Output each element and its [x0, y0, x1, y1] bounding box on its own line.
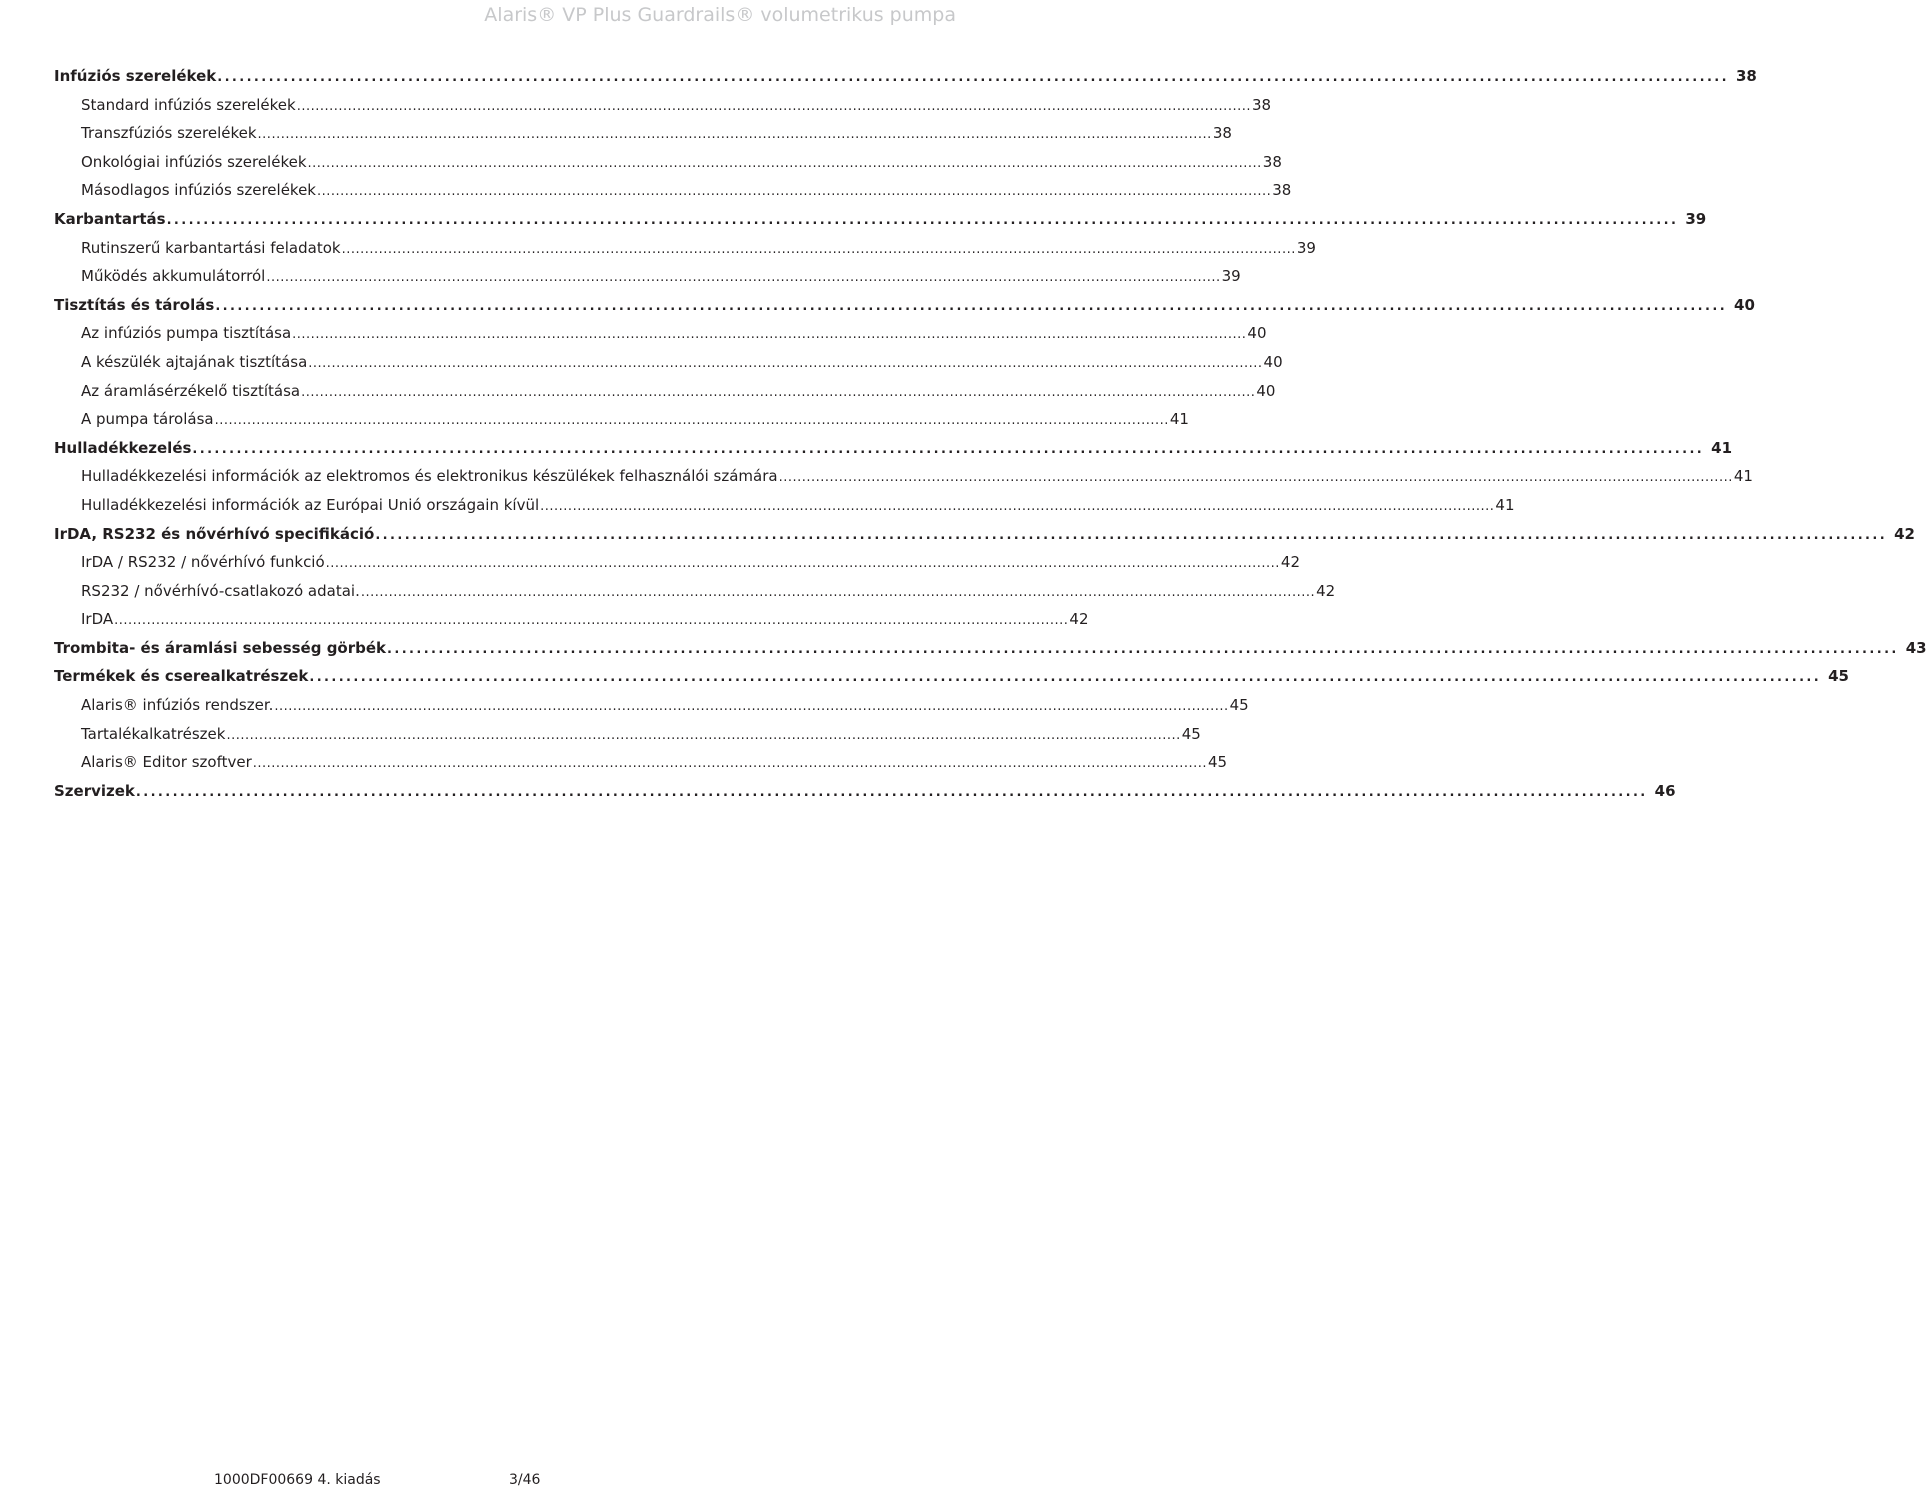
toc-entry-title: Hulladékkezelés	[54, 438, 192, 457]
page-number: 3/46	[509, 1472, 541, 1488]
toc-entry-page: 42	[1280, 553, 1301, 572]
toc-subentry[interactable]	[54, 176, 1292, 205]
toc-entry-page: 40	[1263, 352, 1283, 371]
dot-leader: ..............................................................................................................................................................................................................	[266, 270, 1221, 286]
toc-subentry[interactable]	[54, 605, 1089, 634]
dot-leader: ..............................................................................................................................................................................................................	[135, 784, 1648, 800]
toc-subentry[interactable]	[54, 577, 1336, 606]
toc-entry[interactable]	[54, 434, 1733, 463]
toc-entry-title: Karbantartás	[54, 209, 166, 228]
toc-entry-page: 45	[1208, 753, 1228, 772]
toc-subentry[interactable]	[54, 262, 1241, 291]
toc-entry-page: 45	[1828, 667, 1849, 686]
dot-leader: ..............................................................................................................................................................................................................	[214, 413, 1169, 429]
toc-subentry[interactable]	[54, 748, 1228, 777]
toc-entry-page: 39	[1221, 267, 1241, 286]
dot-leader: ..............................................................................................................................................................................................................	[114, 613, 1069, 629]
toc-entry-title: Hulladékkezelési információk az Európai Unió országain kívül	[81, 495, 540, 514]
toc-entry-title: IrDA / RS232 / nővérhívó funkció	[81, 553, 325, 572]
toc-subentry[interactable]	[54, 462, 1753, 491]
toc-entry-page: 45	[1181, 724, 1201, 743]
dot-leader: ..............................................................................................................................................................................................................	[292, 327, 1247, 343]
toc-entry[interactable]	[54, 520, 1915, 549]
dot-leader: ..............................................................................................................................................................................................................	[296, 98, 1251, 114]
toc-subentry[interactable]	[54, 491, 1515, 520]
document-code: 1000DF00669 4. kiadás	[214, 1472, 381, 1488]
dot-leader: ..............................................................................................................................................................................................................	[309, 670, 1822, 686]
toc-entry[interactable]	[54, 777, 1676, 806]
toc-entry-title: Az áramlásérzékelő tisztítása	[81, 381, 301, 400]
dot-leader: ..............................................................................................................................................................................................................	[387, 641, 1899, 657]
dot-leader: ..............................................................................................................................................................................................................	[274, 699, 1229, 715]
toc-entry-page: 38	[1272, 181, 1292, 200]
toc-subentry[interactable]	[54, 405, 1189, 434]
dot-leader: ..............................................................................................................................................................................................................	[192, 441, 1705, 457]
toc-entry-title: Termékek és cserealkatrészek	[54, 667, 309, 686]
toc-entry-page: 38	[1212, 124, 1232, 143]
toc-entry-page: 38	[1735, 67, 1757, 85]
toc-entry-page: 43	[1905, 638, 1927, 657]
toc-entry-page: 41	[1733, 467, 1753, 486]
toc-entry-page: 42	[1316, 581, 1336, 600]
toc-subentry[interactable]	[54, 377, 1276, 406]
toc-entry[interactable]	[54, 634, 1927, 663]
toc-entry-title: Rutinszerű karbantartási feladatok	[81, 238, 341, 257]
toc-entry-title: Standard infúziós szerelékek	[81, 95, 296, 114]
toc-entry-page: 46	[1654, 781, 1676, 800]
toc-entry-title: Másodlagos infúziós szerelékek	[81, 181, 316, 200]
dot-leader: ..............................................................................................................................................................................................................	[317, 184, 1272, 200]
toc-entry[interactable]	[54, 205, 1707, 234]
dot-leader: ..............................................................................................................................................................................................................	[307, 155, 1262, 171]
toc-entry-page: 40	[1734, 295, 1755, 314]
dot-leader: ..............................................................................................................................................................................................................	[217, 70, 1729, 85]
toc-entry-title: Alaris® Editor szoftver	[81, 753, 252, 772]
dot-leader: ..............................................................................................................................................................................................................	[166, 212, 1679, 228]
toc-entry-title: Tisztítás és tárolás	[54, 295, 215, 314]
toc-entry-title: Működés akkumulátorról	[81, 267, 266, 286]
toc-subentry[interactable]	[54, 348, 1283, 377]
toc-entry[interactable]	[54, 62, 1757, 91]
dot-leader: ..............................................................................................................................................................................................................	[341, 241, 1296, 257]
toc-entry-page: 41	[1711, 438, 1733, 457]
toc-entry-title: Trombita- és áramlási sebesség görbék	[54, 638, 387, 657]
toc-entry-title: A pumpa tárolása	[81, 410, 214, 429]
toc-entry[interactable]	[54, 291, 1755, 320]
dot-leader: ..............................................................................................................................................................................................................	[215, 298, 1728, 314]
dot-leader: ..............................................................................................................................................................................................................	[252, 756, 1208, 772]
toc-entry-title: Tartalékalkatrészek	[81, 724, 226, 743]
toc-entry-title: IrDA, RS232 és nővérhívó specifikáció	[54, 524, 375, 543]
toc-entry-title: Infúziós szerelékek	[54, 67, 217, 85]
toc-entry-title: A készülék ajtajának tisztítása	[81, 352, 308, 371]
toc-entry-page: 42	[1894, 524, 1915, 543]
toc-entry-page: 41	[1169, 410, 1189, 429]
toc-entry[interactable]	[54, 662, 1849, 691]
dot-leader: ..............................................................................................................................................................................................................	[325, 556, 1280, 572]
toc-entry-page: 39	[1685, 209, 1707, 228]
toc-entry-page: 40	[1256, 381, 1276, 400]
toc-entry-page: 39	[1296, 238, 1316, 257]
toc-entry-title: RS232 / nővérhívó-csatlakozó adatai.	[81, 581, 360, 600]
toc-subentry[interactable]	[54, 234, 1316, 263]
toc-subentry[interactable]	[54, 720, 1201, 749]
toc-subentry[interactable]	[54, 691, 1249, 720]
document-header-title: Alaris® VP Plus Guardrails® volumetrikus pumpa	[484, 4, 956, 26]
dot-leader: ..............................................................................................................................................................................................................	[360, 584, 1316, 600]
toc-entry-page: 41	[1495, 495, 1515, 514]
toc-entry-title: Az infúziós pumpa tisztítása	[81, 324, 292, 343]
toc-entry-page: 38	[1262, 152, 1282, 171]
dot-leader: ..............................................................................................................................................................................................................	[375, 527, 1888, 543]
toc-entry-title: Onkológiai infúziós szerelékek	[81, 152, 307, 171]
toc-subentry[interactable]	[54, 319, 1267, 348]
toc-subentry[interactable]	[54, 548, 1301, 577]
toc-entry-page: 38	[1251, 95, 1272, 114]
toc-subentry[interactable]	[54, 91, 1272, 120]
toc-entry-title: Hulladékkezelési információk az elektromos és elektronikus készülékek felhasználói számára	[81, 467, 778, 486]
toc-entry-title: Szervizek	[54, 781, 135, 800]
toc-subentry[interactable]	[54, 148, 1282, 177]
dot-leader: ..............................................................................................................................................................................................................	[308, 355, 1263, 371]
toc-subentry[interactable]	[54, 119, 1232, 148]
toc-entry-title: Transzfúziós szerelékek	[81, 124, 257, 143]
dot-leader: ..............................................................................................................................................................................................................	[778, 470, 1733, 486]
dot-leader: ..............................................................................................................................................................................................................	[540, 498, 1495, 514]
dot-leader: ..............................................................................................................................................................................................................	[226, 727, 1181, 743]
toc-entry-page: 40	[1247, 324, 1267, 343]
toc-entry-title: Alaris® infúziós rendszer.	[81, 696, 274, 715]
toc-entry-page: 42	[1069, 610, 1089, 629]
table-of-contents	[54, 62, 1927, 805]
toc-entry-title: IrDA	[81, 610, 114, 629]
dot-leader: ..............................................................................................................................................................................................................	[301, 384, 1256, 400]
toc-entry-page: 45	[1229, 696, 1249, 715]
dot-leader: ..............................................................................................................................................................................................................	[257, 127, 1212, 143]
